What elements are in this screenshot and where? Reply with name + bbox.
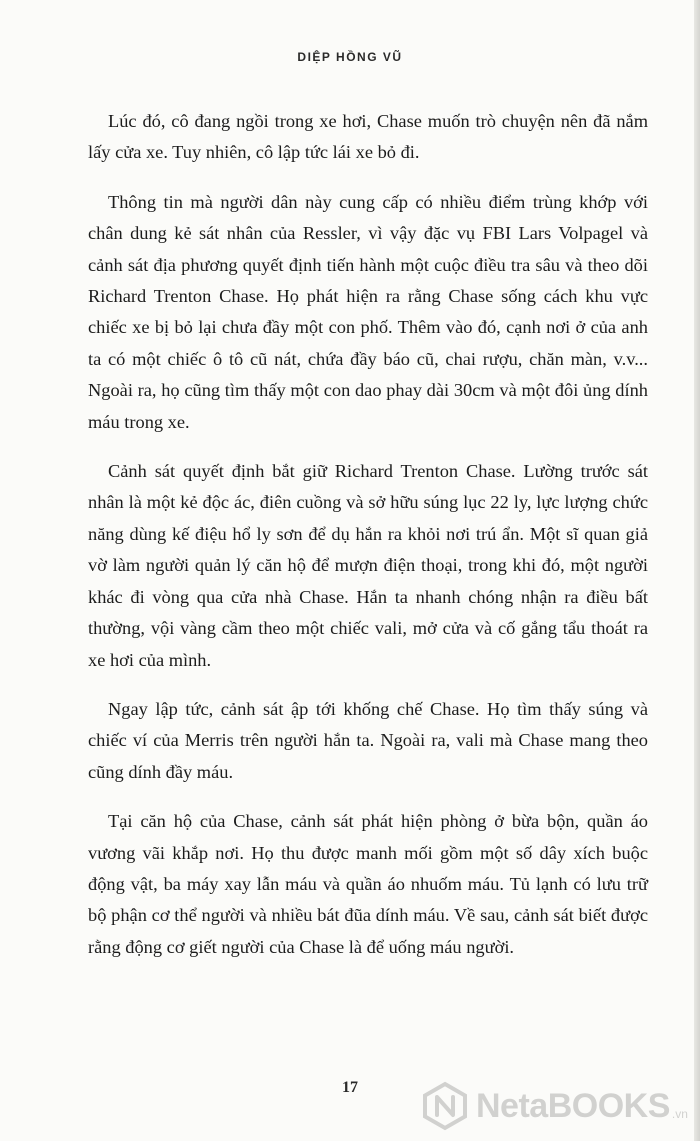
netabooks-logo-icon [420,1081,470,1131]
paragraph-4: Ngay lập tức, cảnh sát ập tới khống chế Chase. Họ tìm thấy súng và chiếc ví của Merris trên người hắn ta. Ngoài ra, vali mà Chase mang theo cũng dính đầy máu. [88,698,648,782]
watermark [420,1078,688,1134]
page-number: 17 [342,1079,358,1096]
body-text [88,106,648,981]
paragraph-5: Tại căn hộ của Chase, cảnh sát phát hiện phòng ở bừa bộn, quần áo vương vãi khắp nơi. Họ thu được manh mối gồm một số dây xích buộc động vật, ba máy xay lẫn máu và quần áo nhuốm máu. Tủ lạnh có lưu trữ bộ phận cơ thể người và nhiều bát đũa dính máu. Về sau, cảnh sát biết được rằng động cơ giết người của Chase là để uống máu người. [88,811,648,957]
paragraph-2: Thông tin mà người dân này cung cấp có nhiều điểm trùng khớp với chân dung kẻ sát nhân của Ressler, vì vậy đặc vụ FBI Lars Volpagel và cảnh sát địa phương quyết định tiến hành một cuộc điều tra sâu và theo dõi Richard Trenton Chase. Họ phát hiện ra rằng Chase sống cách khu vực chiếc xe bị bỏ lại chưa đầy một con phố. Thêm vào đó, cạnh nơi ở của anh ta có một chiếc ô tô cũ nát, chứa đầy báo cũ, chai rượu, chăn màn, v.v... Ngoài ra, họ cũng tìm thấy một con dao phay dài 30cm và một đôi ủng dính máu trong xe. [88,191,648,432]
paragraph-1: Lúc đó, cô đang ngồi trong xe hơi, Chase muốn trò chuyện nên đã nắm lấy cửa xe. Tuy nhiên, cô lập tức lái xe bỏ đi. [88,111,648,163]
page-edge [694,0,700,1141]
paragraph-3: Cảnh sát quyết định bắt giữ Richard Trenton Chase. Lường trước sát nhân là một kẻ độc ác, điên cuồng và sở hữu súng lục 22 ly, lực lượng chức năng dùng kế điệu hổ ly sơn để dụ hắn ra khỏi nơi trú ẩn. Một sĩ quan giả vờ làm người quản lý căn hộ để mượn điện thoại, trong khi đó, một người khác đi vòng qua cửa nhà Chase. Hắn ta nhanh chóng nhận ra điều bất thường, vội vàng cầm theo một chiếc vali, mở cửa và cố gắng tẩu thoát ra xe hơi của mình. [88,461,648,670]
watermark-suffix: .vn [671,1107,688,1121]
running-header: DIỆP HỒNG VŨ [297,50,403,64]
watermark-text: NetaBOOKS [476,1086,670,1125]
